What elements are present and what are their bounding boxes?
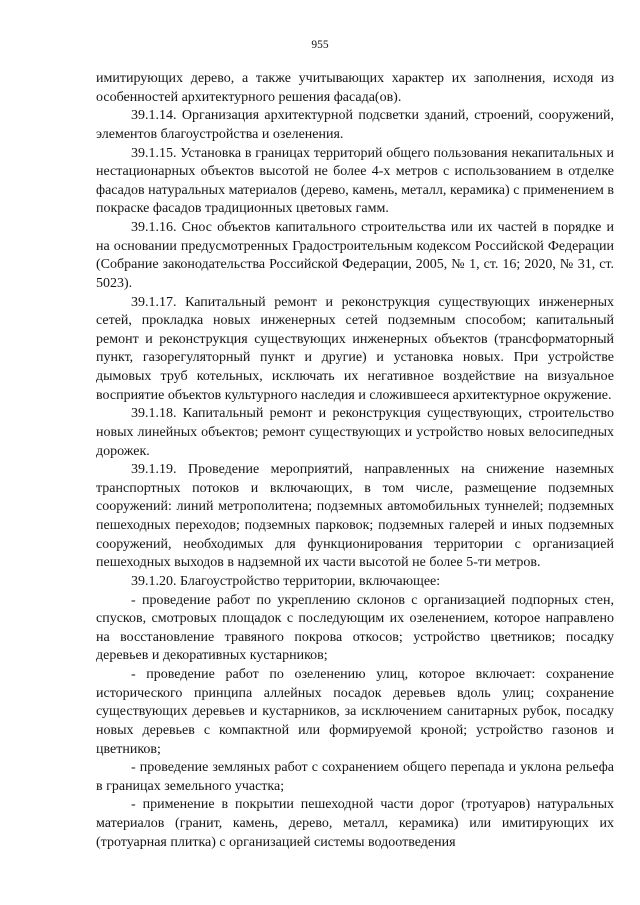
paragraph-39-1-19: 39.1.19. Проведение мероприятий, направленных на снижение наземных транспортных потоков и включающих, в том числе, размещение подземных сооружений: линий метрополитена; подземных автомобильных туннелей; подземных пешеходных переходов; подземных парковок; подземных галерей и иных подземных сооружений, необходимых для функционирования территории с организацией пешеходных выходов в надземной их части высотой не более 5-ти метров. bbox=[96, 462, 614, 571]
list-item-earthworks: - проведение земляных работ с сохранением общего перепада и уклона рельефа в границах земельного участка; bbox=[96, 760, 614, 794]
paragraph-39-1-14: 39.1.14. Организация архитектурной подсветки зданий, строений, сооружений, элементов благоустройства и озеленения. bbox=[96, 108, 614, 142]
list-item-slopes: - проведение работ по укреплению склонов с организацией подпорных стен, спусков, смотровых площадок с последующим их озеленением, которое направлено на восстановление травяного покрова откосов; устройство цветников; посадку деревьев и декоративных кустарников; bbox=[96, 592, 614, 664]
paragraph-continuation: имитирующих дерево, а также учитывающих характер их заполнения, исходя из особенностей архитектурного решения фасада(ов). bbox=[96, 71, 614, 105]
paragraph-39-1-17: 39.1.17. Капитальный ремонт и реконструкция существующих инженерных сетей, прокладка новых инженерных сетей подземным способом; капитальный ремонт и реконструкция существующих инженерных объектов (трансформаторный пункт, газорегуляторный пункт и другие) и установка новых. При устройстве дымовых труб котельных, исключать их негативное воздействие на визуальное восприятие объектов культурного наследия и сложившееся архитектурное окружение. bbox=[96, 294, 614, 403]
paragraph-39-1-18: 39.1.18. Капитальный ремонт и реконструкция существующих, строительство новых линейных объектов; ремонт существующих и устройство новых велосипедных дорожек. bbox=[96, 406, 614, 459]
paragraph-39-1-16: 39.1.16. Снос объектов капитального строительства или их частей в порядке и на основании предусмотренных Градостроительным кодексом Российской Федерации (Собрание законодательства Российской Федерации, 2005, № 1, ст. 16; 2020, № 31, ст. 5023). bbox=[96, 220, 614, 291]
page-number: 955 bbox=[311, 39, 329, 51]
list-item-greening: - проведение работ по озеленению улиц, которое включает: сохранение исторического принципа аллейных посадок деревьев вдоль улиц; сохранение существующих деревьев и кустарников, за исключением санитарных рубок, посадку новых деревьев с компактной или формируемой кроной; устройство газонов и цветников; bbox=[96, 667, 614, 757]
list-item-paving: - применение в покрытии пешеходной части дорог (тротуаров) натуральных материалов (гранит, камень, дерево, металл, керамика) или имитирующих их (тротуарная плитка) с организацией системы водоотведения bbox=[96, 797, 614, 850]
paragraph-39-1-15: 39.1.15. Установка в границах территорий общего пользования некапитальных и нестационарных объектов высотой не более 4-х метров с использованием в отделке фасадов натуральных материалов (дерево, камень, металл, керамика) с применением в покраске фасадов традиционных цветовых гамм. bbox=[96, 145, 614, 217]
document-body bbox=[96, 70, 614, 852]
paragraph-39-1-20: 39.1.20. Благоустройство территории, включающее: bbox=[131, 573, 441, 589]
